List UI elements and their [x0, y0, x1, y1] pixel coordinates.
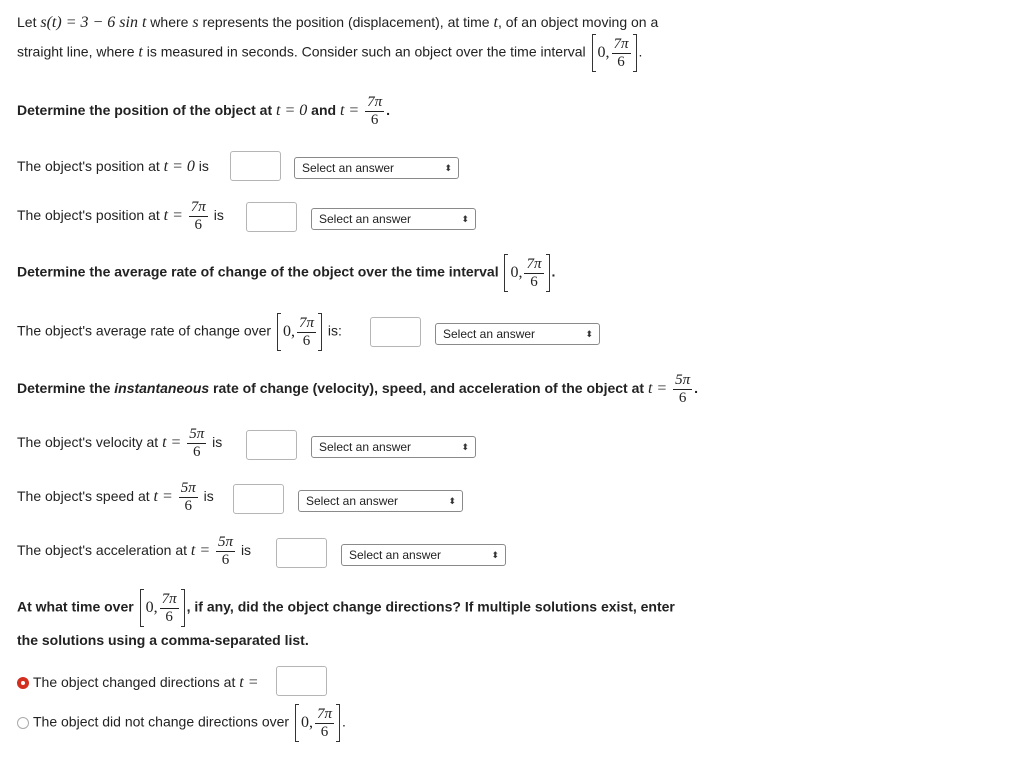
chevron-updown-icon: ⬍	[585, 329, 593, 339]
intro-text: is measured in seconds. Consider such an object over the time interval	[142, 43, 586, 60]
function-definition: s(t) = 3 − 6 sin t	[40, 14, 147, 31]
chevron-updown-icon: ⬍	[461, 442, 469, 452]
intro-line-2: straight line, where t is measured in seconds. Consider such an object over the time interval 0, $\frac{7\pi}{6}$ .	[17, 34, 642, 72]
intro-text: represents the position (displacement), at time	[198, 14, 494, 30]
chevron-updown-icon: ⬍	[448, 496, 456, 506]
intro-text: where	[146, 14, 193, 30]
interval-0-7pi-6: 0, $\frac{7\pi}{6}$	[295, 704, 340, 742]
position-t-7pi6-input[interactable]	[246, 202, 297, 232]
intro-text: , of an object moving on a	[497, 14, 659, 30]
speed-select[interactable]: Select an answer ⬍	[298, 490, 463, 512]
var-s: s	[192, 14, 199, 31]
intro-text: Let	[17, 14, 41, 30]
part3-heading: Determine the instantaneous rate of change (velocity), speed, and acceleration of the object at t = $\frac{5\pi}{6}$ .	[17, 372, 698, 406]
direction-change-time-input[interactable]	[276, 666, 327, 696]
avg-rate-input[interactable]	[370, 317, 421, 347]
velocity-select[interactable]: Select an answer ⬍	[311, 436, 476, 458]
speed-input[interactable]	[233, 484, 284, 514]
acceleration-label: The object's acceleration at t = $\frac{5\pi}{6}$ is	[17, 534, 252, 568]
position-t0-input[interactable]	[230, 151, 281, 181]
position-t0-select[interactable]: Select an answer ⬍	[294, 157, 459, 179]
interval-0-7pi-6: 0, $\frac{7\pi}{6}$	[140, 589, 185, 627]
interval-0-7pi-6: 0, $\frac{7\pi}{6}$	[277, 313, 322, 351]
acceleration-input[interactable]	[276, 538, 327, 568]
position-t-7pi6-select[interactable]: Select an answer ⬍	[311, 208, 476, 230]
radio-changed-directions[interactable]	[17, 677, 29, 689]
part4-question-line2: the solutions using a comma-separated list.	[17, 632, 309, 648]
chevron-updown-icon: ⬍	[461, 214, 469, 224]
intro-line-1	[17, 14, 658, 32]
part2-heading: Determine the average rate of change of the object over the time interval 0, $\frac{7\pi}{6}$ .	[17, 254, 555, 292]
intro-text: straight line, where	[17, 43, 139, 60]
speed-label: The object's speed at t = $\frac{5\pi}{6}$ is	[17, 480, 214, 514]
velocity-label: The object's velocity at t = $\frac{5\pi}{6}$ is	[17, 426, 223, 460]
radio-no-direction-change[interactable]	[17, 717, 29, 729]
chevron-updown-icon: ⬍	[491, 550, 499, 560]
var-t: t	[138, 43, 143, 61]
avg-rate-select[interactable]: Select an answer ⬍	[435, 323, 600, 345]
part4-question: At what time over 0, $\frac{7\pi}{6}$ , if any, did the object change directions? If multiple solutions exist, enter	[17, 589, 675, 627]
interval-0-7pi-6: 0, $\frac{7\pi}{6}$	[592, 34, 637, 72]
position-t-7pi6-label: The object's position at t = $\frac{7\pi}{6}$ is	[17, 199, 224, 233]
acceleration-select[interactable]: Select an answer ⬍	[341, 544, 506, 566]
avg-rate-label: The object's average rate of change over 0, $\frac{7\pi}{6}$ is:	[17, 313, 342, 351]
var-t: t	[493, 14, 498, 31]
position-t0-label: The object's position at t = 0 is	[17, 158, 209, 175]
interval-0-7pi-6: 0, $\frac{7\pi}{6}$	[504, 254, 549, 292]
chevron-updown-icon: ⬍	[444, 163, 452, 173]
velocity-input[interactable]	[246, 430, 297, 460]
option-changed-directions-label[interactable]: The object changed directions at t =	[33, 674, 259, 691]
option-no-direction-change-label[interactable]: The object did not change directions over 0, $\frac{7\pi}{6}$ .	[33, 704, 346, 742]
part1-heading: Determine the position of the object at t = 0 and t = $\frac{7\pi}{6}$ .	[17, 94, 390, 128]
